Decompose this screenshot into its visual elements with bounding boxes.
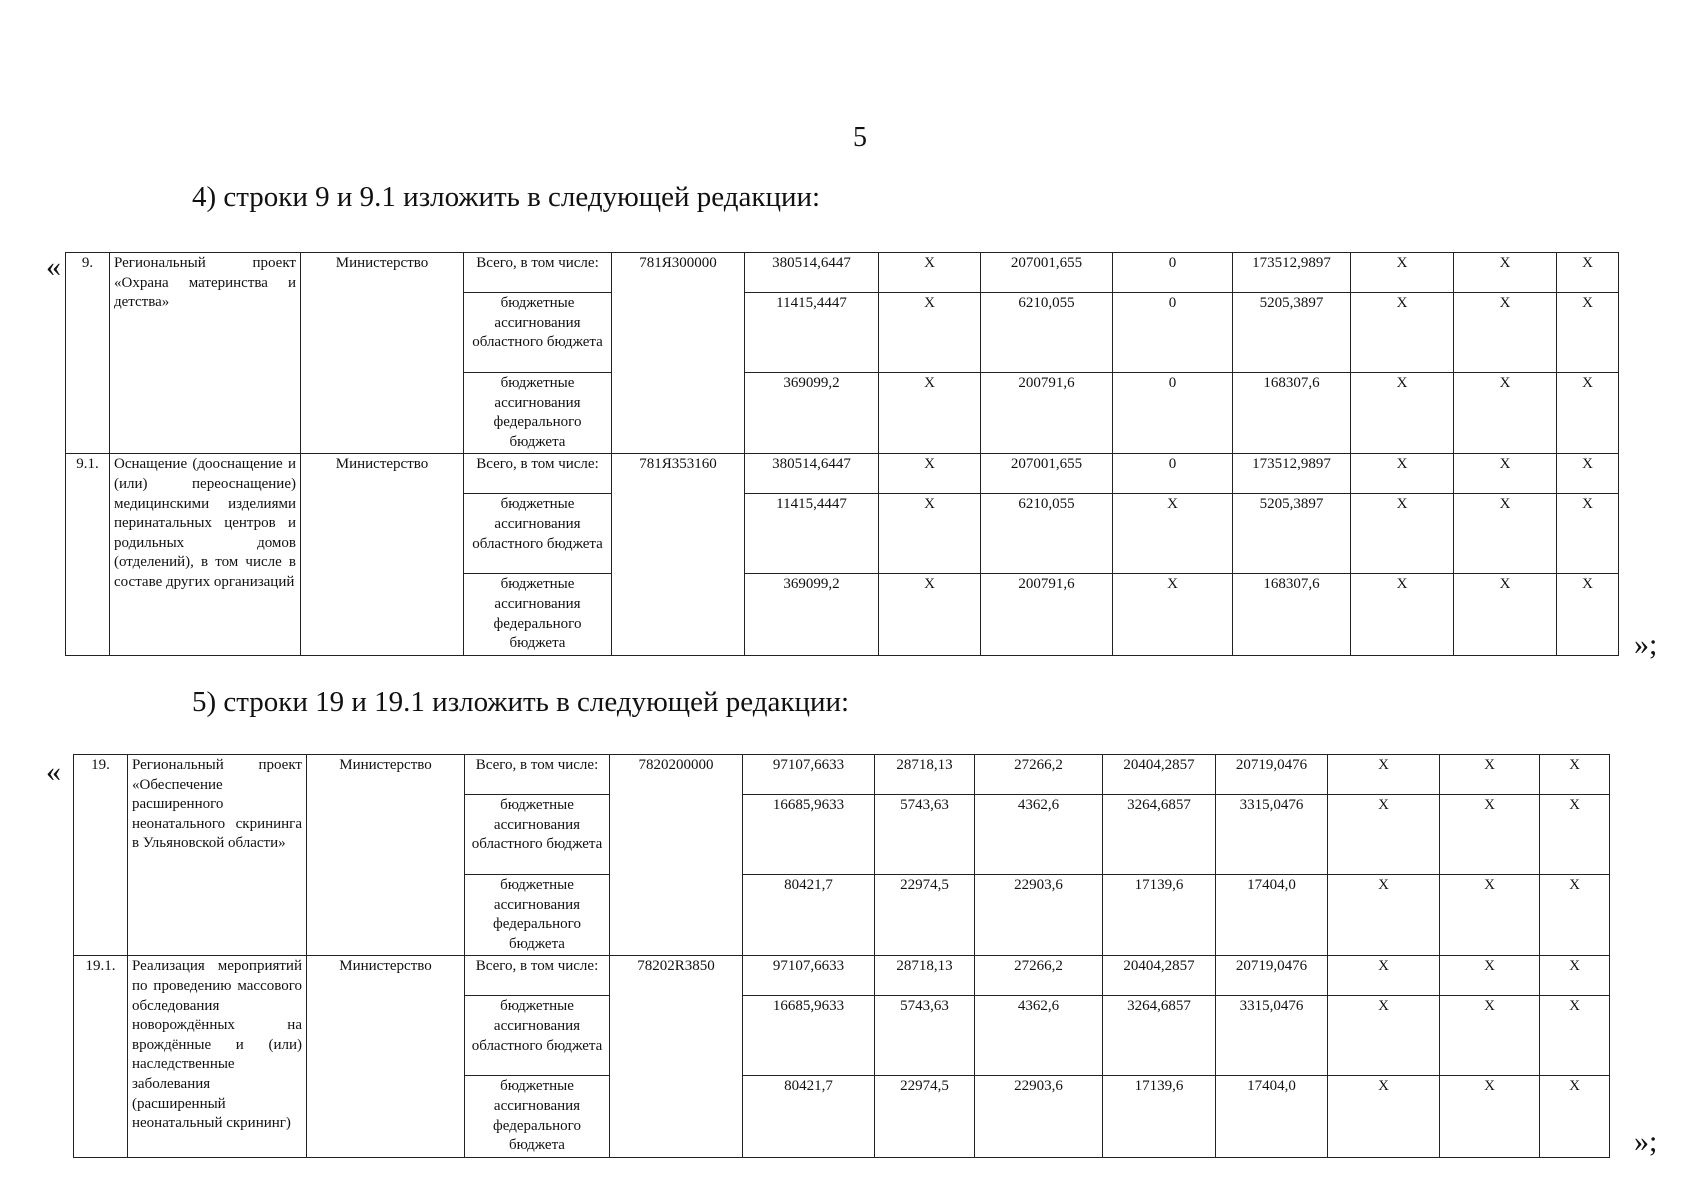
value-cell: X	[879, 373, 981, 454]
value-cell: 207001,655	[981, 253, 1113, 293]
value-cell: X	[1540, 1076, 1610, 1157]
value-cell: 6210,055	[981, 293, 1113, 373]
value-cell: 20404,2857	[1103, 956, 1216, 996]
value-cell: X	[1113, 494, 1233, 574]
source-cell: Всего, в том числе:	[464, 454, 612, 494]
value-cell: 20719,0476	[1216, 956, 1328, 996]
value-cell: 20719,0476	[1216, 755, 1328, 795]
value-cell: 6210,055	[981, 494, 1113, 574]
value-cell: X	[1351, 494, 1454, 574]
row-number: 19.1.	[74, 956, 128, 1157]
value-cell: 4362,6	[975, 996, 1103, 1076]
row-number: 19.	[74, 755, 128, 956]
value-cell: X	[879, 494, 981, 574]
value-cell: 3315,0476	[1216, 996, 1328, 1076]
value-cell: 0	[1113, 293, 1233, 373]
value-cell: X	[1440, 875, 1540, 956]
value-cell: 17404,0	[1216, 875, 1328, 956]
value-cell: 369099,2	[745, 574, 879, 655]
value-cell: 97107,6633	[743, 956, 875, 996]
row-code: 781Я353160	[612, 454, 745, 655]
row-number: 9.	[66, 253, 110, 454]
value-cell: X	[1454, 373, 1557, 454]
value-cell: X	[1454, 454, 1557, 494]
value-cell: 207001,655	[981, 454, 1113, 494]
value-cell: 4362,6	[975, 795, 1103, 875]
value-cell: 80421,7	[743, 875, 875, 956]
value-cell: 5205,3897	[1233, 494, 1351, 574]
value-cell: X	[879, 253, 981, 293]
value-cell: X	[1351, 293, 1454, 373]
value-cell: X	[1557, 373, 1619, 454]
value-cell: 22974,5	[875, 1076, 975, 1157]
row-code: 7820200000	[610, 755, 743, 956]
value-cell: 168307,6	[1233, 373, 1351, 454]
value-cell: X	[1557, 494, 1619, 574]
value-cell: 22903,6	[975, 1076, 1103, 1157]
value-cell: 16685,9633	[743, 996, 875, 1076]
value-cell: 22974,5	[875, 875, 975, 956]
value-cell: X	[1540, 755, 1610, 795]
value-cell: X	[1351, 373, 1454, 454]
row-executor: Министерство	[307, 755, 465, 956]
section5-heading: 5) строки 19 и 19.1 изложить в следующей редакции:	[192, 686, 850, 718]
value-cell: 200791,6	[981, 574, 1113, 655]
value-cell: 20404,2857	[1103, 755, 1216, 795]
table-row	[74, 755, 1610, 795]
source-cell: бюджетные ассигнования областного бюджета	[465, 795, 610, 875]
value-cell: X	[1540, 795, 1610, 875]
value-cell: 369099,2	[745, 373, 879, 454]
value-cell: 27266,2	[975, 956, 1103, 996]
source-cell: бюджетные ассигнования областного бюджета	[464, 494, 612, 574]
value-cell: X	[879, 293, 981, 373]
section5-open-quote: «	[46, 755, 61, 788]
row-name: Реализация мероприятий по проведению массового обследования новорождённых на врождённые и (или) наследственные заболевания (расширенный неонатальный скрининг)	[128, 956, 307, 1157]
value-cell: X	[1328, 956, 1440, 996]
value-cell: X	[1440, 996, 1540, 1076]
value-cell: X	[1440, 956, 1540, 996]
value-cell: X	[1328, 996, 1440, 1076]
value-cell: X	[1328, 795, 1440, 875]
value-cell: X	[1557, 574, 1619, 655]
table-row	[66, 253, 1619, 293]
value-cell: X	[1540, 996, 1610, 1076]
value-cell: X	[1540, 875, 1610, 956]
source-cell: бюджетные ассигнования областного бюджета	[464, 293, 612, 373]
value-cell: 16685,9633	[743, 795, 875, 875]
row-executor: Министерство	[301, 454, 464, 655]
value-cell: 380514,6447	[745, 253, 879, 293]
value-cell: X	[1557, 293, 1619, 373]
value-cell: 0	[1113, 454, 1233, 494]
value-cell: X	[879, 454, 981, 494]
value-cell: X	[1454, 494, 1557, 574]
table-row	[74, 956, 1610, 996]
row-name: Региональный проект «Охрана материнства и детства»	[110, 253, 301, 454]
value-cell: X	[1440, 795, 1540, 875]
source-cell: бюджетные ассигнования федерального бюджета	[464, 373, 612, 454]
value-cell: X	[1328, 755, 1440, 795]
value-cell: 22903,6	[975, 875, 1103, 956]
row-name: Оснащение (дооснащение и (или) переоснащение) медицинскими изделиями перинатальных центров и родильных домов (отделений), в том числе в составе других организаций	[110, 454, 301, 655]
section5-close-quote: »;	[1634, 1125, 1658, 1158]
value-cell: 27266,2	[975, 755, 1103, 795]
row-code: 78202R3850	[610, 956, 743, 1157]
row-executor: Министерство	[301, 253, 464, 454]
value-cell: X	[1440, 1076, 1540, 1157]
value-cell: X	[1351, 574, 1454, 655]
value-cell: X	[1454, 574, 1557, 655]
value-cell: X	[1454, 293, 1557, 373]
row-executor: Министерство	[307, 956, 465, 1157]
value-cell: 0	[1113, 253, 1233, 293]
value-cell: 168307,6	[1233, 574, 1351, 655]
value-cell: X	[1328, 875, 1440, 956]
value-cell: 5205,3897	[1233, 293, 1351, 373]
source-cell: бюджетные ассигнования федерального бюджета	[464, 574, 612, 655]
value-cell: 11415,4447	[745, 494, 879, 574]
value-cell: X	[1540, 956, 1610, 996]
value-cell: 5743,63	[875, 795, 975, 875]
row-number: 9.1.	[66, 454, 110, 655]
table-row	[66, 454, 1619, 494]
value-cell: 80421,7	[743, 1076, 875, 1157]
value-cell: 0	[1113, 373, 1233, 454]
value-cell: X	[1440, 755, 1540, 795]
value-cell: 5743,63	[875, 996, 975, 1076]
section4-close-quote: »;	[1634, 628, 1658, 661]
section4-heading: 4) строки 9 и 9.1 изложить в следующей редакции:	[192, 181, 821, 213]
value-cell: 17139,6	[1103, 1076, 1216, 1157]
source-cell: бюджетные ассигнования федерального бюджета	[465, 875, 610, 956]
value-cell: X	[879, 574, 981, 655]
page-number: 5	[853, 122, 867, 153]
row-code: 781Я300000	[612, 253, 745, 454]
value-cell: X	[1351, 253, 1454, 293]
source-cell: Всего, в том числе:	[465, 956, 610, 996]
row-name: Региональный проект «Обеспечение расширенного неонатального скрининга в Ульяновской области»	[128, 755, 307, 956]
source-cell: Всего, в том числе:	[465, 755, 610, 795]
value-cell: 28718,13	[875, 956, 975, 996]
value-cell: X	[1454, 253, 1557, 293]
value-cell: 17404,0	[1216, 1076, 1328, 1157]
value-cell: 3264,6857	[1103, 795, 1216, 875]
value-cell: 3264,6857	[1103, 996, 1216, 1076]
source-cell: бюджетные ассигнования областного бюджета	[465, 996, 610, 1076]
value-cell: 173512,9897	[1233, 454, 1351, 494]
value-cell: 380514,6447	[745, 454, 879, 494]
value-cell: X	[1113, 574, 1233, 655]
section5-table	[73, 754, 1610, 1158]
value-cell: 173512,9897	[1233, 253, 1351, 293]
value-cell: 97107,6633	[743, 755, 875, 795]
value-cell: X	[1557, 454, 1619, 494]
section4-open-quote: «	[46, 250, 61, 283]
value-cell: 11415,4447	[745, 293, 879, 373]
source-cell: бюджетные ассигнования федерального бюджета	[465, 1076, 610, 1157]
value-cell: X	[1351, 454, 1454, 494]
value-cell: 17139,6	[1103, 875, 1216, 956]
value-cell: 200791,6	[981, 373, 1113, 454]
value-cell: X	[1557, 253, 1619, 293]
value-cell: X	[1328, 1076, 1440, 1157]
section4-table	[65, 252, 1619, 656]
source-cell: Всего, в том числе:	[464, 253, 612, 293]
value-cell: 3315,0476	[1216, 795, 1328, 875]
value-cell: 28718,13	[875, 755, 975, 795]
